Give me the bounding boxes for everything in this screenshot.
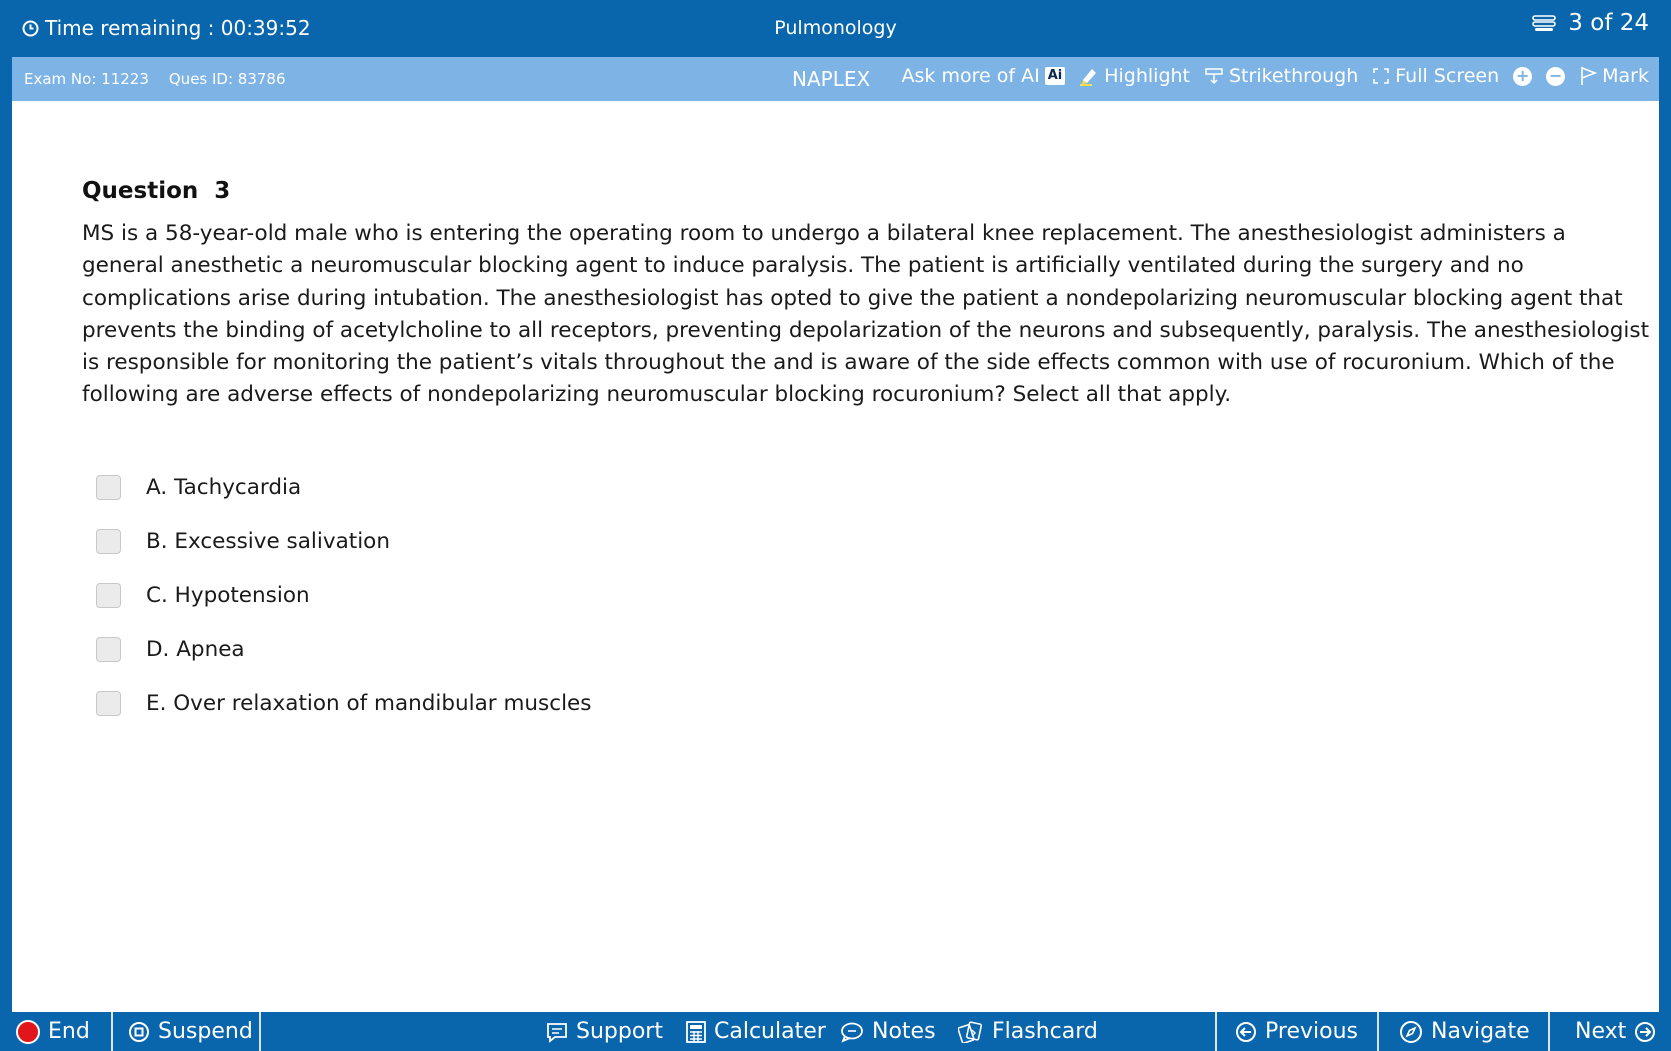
end-label: End <box>48 1019 90 1044</box>
pause-icon <box>128 1021 150 1043</box>
zoom-out-icon[interactable]: − <box>1546 67 1565 86</box>
suspend-button[interactable] <box>128 1012 253 1051</box>
subject-label: Pulmonology <box>774 17 897 39</box>
option-b-label: B. Excessive salivation <box>146 528 390 554</box>
divider <box>1548 1012 1550 1051</box>
answer-options <box>96 460 591 730</box>
option-d[interactable] <box>96 622 591 676</box>
ask-ai-label: Ask more of AI <box>901 65 1040 87</box>
option-e-checkbox[interactable] <box>96 691 121 716</box>
speech-bubble-icon <box>840 1021 864 1043</box>
exam-number: Exam No: 11223 <box>24 70 149 88</box>
strikethrough-icon <box>1204 66 1224 86</box>
clock-icon <box>22 20 39 37</box>
zoom-in-icon[interactable]: + <box>1513 67 1532 86</box>
strikethrough-label: Strikethrough <box>1229 65 1359 87</box>
ask-ai-button[interactable] <box>902 65 1066 87</box>
option-e[interactable] <box>96 676 591 730</box>
option-b[interactable] <box>96 514 591 568</box>
full-screen-label: Full Screen <box>1395 65 1500 87</box>
next-label: Next <box>1575 1019 1627 1044</box>
tool-buttons <box>902 65 1649 87</box>
arrow-right-icon <box>1634 1021 1656 1043</box>
question-id: Ques ID: 83786 <box>168 70 286 88</box>
mark-button[interactable] <box>1579 65 1649 87</box>
next-button[interactable] <box>1575 1012 1656 1051</box>
notes-label: Notes <box>872 1019 936 1044</box>
option-a[interactable] <box>96 460 591 514</box>
ai-icon: Ai <box>1045 67 1066 85</box>
option-e-label: E. Over relaxation of mandibular muscles <box>146 690 592 716</box>
question-text: MS is a 58-year-old male who is entering the operating room to undergo a bilateral knee replacement. The anesthesiologist administers a general anesthetic a neuromuscular blocking agent to induce paralysis. The patient is artificially ventilated during the surgery and no complications arise during intubation. The anesthesiologist has opted to give the patient a nondepolarizing neuromuscular blocking agent that prevents the binding of acetylcholine to all receptors, preventing depolarization of the neurons and subsequently, paralysis. The anesthesiologist is responsible for monitoring the patient’s vitals throughout the and is aware of the side effects common with use of rocuronium. Which of the following are adverse effects of nondepolarizing neuromuscular blocking rocuronium? Select all that apply. <box>82 221 1650 408</box>
option-a-checkbox[interactable] <box>96 475 121 500</box>
cards-icon <box>958 1021 984 1043</box>
timer <box>22 16 311 40</box>
tool-bar <box>12 57 1659 101</box>
previous-label: Previous <box>1265 1019 1358 1044</box>
highlight-label: Highlight <box>1104 65 1190 87</box>
counter-label: 3 of 24 <box>1568 10 1649 36</box>
compass-icon <box>1399 1020 1423 1044</box>
support-label: Support <box>576 1019 663 1044</box>
divider <box>111 1012 113 1051</box>
full-screen-button[interactable] <box>1372 65 1499 87</box>
question-panel <box>12 101 1659 1012</box>
exam-name: NAPLEX <box>792 67 871 91</box>
chat-icon <box>546 1021 568 1043</box>
calculator-button[interactable] <box>686 1012 826 1051</box>
stop-icon <box>16 1020 40 1044</box>
suspend-label: Suspend <box>158 1019 253 1044</box>
end-button[interactable] <box>16 1012 90 1051</box>
option-b-checkbox[interactable] <box>96 529 121 554</box>
option-c-label: C. Hypotension <box>146 582 310 608</box>
arrow-left-icon <box>1235 1021 1257 1043</box>
support-button[interactable] <box>546 1012 663 1051</box>
navigate-button[interactable] <box>1399 1012 1530 1051</box>
strikethrough-button[interactable] <box>1204 65 1358 87</box>
option-c-checkbox[interactable] <box>96 583 121 608</box>
question-list-icon[interactable] <box>1532 14 1556 32</box>
divider <box>1377 1012 1379 1051</box>
bottom-bar <box>0 1012 1671 1051</box>
previous-button[interactable] <box>1235 1012 1358 1051</box>
mark-label: Mark <box>1602 65 1649 87</box>
divider <box>259 1012 261 1051</box>
option-d-checkbox[interactable] <box>96 637 121 662</box>
navigate-label: Navigate <box>1431 1019 1530 1044</box>
highlighter-icon <box>1079 66 1099 86</box>
notes-button[interactable] <box>840 1012 936 1051</box>
top-bar <box>0 0 1671 57</box>
flashcard-label: Flashcard <box>992 1019 1098 1044</box>
calculator-icon <box>686 1021 706 1043</box>
question-title: Question 3 <box>82 178 231 204</box>
divider <box>1215 1012 1217 1051</box>
flashcard-button[interactable] <box>958 1012 1098 1051</box>
option-c[interactable] <box>96 568 591 622</box>
question-counter <box>1532 10 1649 36</box>
option-a-label: A. Tachycardia <box>146 474 302 500</box>
option-d-label: D. Apnea <box>146 636 245 662</box>
timer-label: Time remaining : 00:39:52 <box>45 16 311 40</box>
expand-icon <box>1372 67 1390 85</box>
flag-icon <box>1579 66 1597 86</box>
exam-meta <box>24 70 286 88</box>
calculator-label: Calculater <box>714 1019 826 1044</box>
highlight-button[interactable] <box>1079 65 1190 87</box>
